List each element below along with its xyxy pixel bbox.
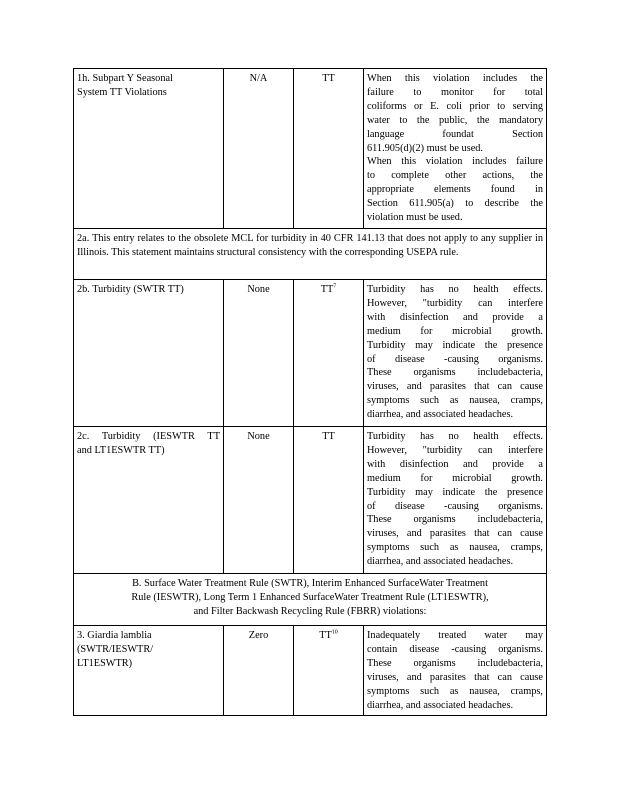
- language-line: water to the public, the mandatory: [367, 114, 543, 126]
- language-line: However, "turbidity can interfere: [367, 297, 543, 309]
- language-line: symptoms such as nausea, cramps,: [367, 395, 543, 407]
- mcl-cell: None: [224, 280, 294, 427]
- contaminant-line: 3. Giardia lamblia: [77, 630, 152, 641]
- mcl-cell: N/A: [224, 69, 294, 229]
- language-line: coliforms or E. coli prior to serving: [367, 100, 543, 112]
- section-line: Rule (IESWTR), Long Term 1 Enhanced SurfaceWater Treatment Rule (LT1ESWTR),: [131, 591, 489, 603]
- table-row-2a: [74, 229, 547, 280]
- mclg-cell: [294, 427, 364, 574]
- table-row-1h: [74, 69, 547, 229]
- footnote-mark: 7: [333, 283, 337, 290]
- language-line: symptoms such as nausea, cramps,: [367, 542, 543, 554]
- table-row-section-b: [74, 574, 547, 626]
- table-row-2b: [74, 280, 547, 427]
- language-line: 611.905(d)(2) must be used.: [367, 142, 484, 154]
- language-line: These organisms includebacteria,: [367, 514, 543, 526]
- footnote-mark: 10: [331, 629, 338, 636]
- contaminant-line: 2c. Turbidity (IESWTR TT: [77, 431, 220, 442]
- language-line: Section 611.905(a) to describe the: [367, 198, 543, 210]
- language-line: Turbidity has no health effects.: [367, 284, 543, 295]
- mclg-value: TT: [322, 73, 335, 84]
- health-language-cell: [364, 69, 547, 229]
- section-line: and Filter Backwash Recycling Rule (FBRR) violations:: [193, 605, 427, 617]
- language-line: appropriate elements found in: [367, 184, 543, 196]
- contaminant-cell: [74, 69, 224, 229]
- language-line: viruses, and parasites that can cause: [367, 671, 543, 683]
- section-line: B. Surface Water Treatment Rule (SWTR), Interim Enhanced SurfaceWater Treatment: [132, 578, 488, 589]
- language-line: diarrhea, and associated headaches.: [367, 556, 514, 568]
- language-line: with disinfection and provide a: [367, 458, 543, 470]
- language-line: When this violation includes failure: [367, 156, 543, 168]
- language-line: violation must be used.: [367, 212, 463, 224]
- note-cell: 2a. This entry relates to the obsolete MCL for turbidity in 40 CFR 141.13 that does not apply to any supplier in Illinois. This statement maintains structural consistency with the corresponding USEPA rule.: [74, 229, 547, 280]
- language-line: to complete other actions, the: [367, 170, 543, 182]
- language-line: medium for microbial growth.: [367, 325, 543, 337]
- health-language-cell: [364, 427, 547, 574]
- contaminant-line: 2b. Turbidity (SWTR TT): [77, 284, 184, 295]
- table-row-2c: [74, 427, 547, 574]
- language-line: language foundat Section: [367, 128, 543, 140]
- health-language-cell: [364, 280, 547, 427]
- contaminant-line: (SWTR/IESWTR/: [77, 643, 154, 655]
- language-line: of disease -causing organisms.: [367, 500, 543, 512]
- language-line: viruses, and parasites that can cause: [367, 528, 543, 540]
- contaminant-cell: [74, 626, 224, 716]
- language-line: symptoms such as nausea, cramps,: [367, 685, 543, 697]
- language-line: of disease -causing organisms.: [367, 353, 543, 365]
- table-row-3: [74, 626, 547, 716]
- contaminant-cell: [74, 427, 224, 574]
- language-line: diarrhea, and associated headaches.: [367, 409, 514, 421]
- language-line: Inadequately treated water may: [367, 630, 543, 641]
- mcl-cell: None: [224, 427, 294, 574]
- contaminant-line: and LT1ESWTR TT): [77, 444, 165, 456]
- language-line: medium for microbial growth.: [367, 472, 543, 484]
- contaminant-line: LT1ESWTR): [77, 657, 133, 669]
- health-language-cell: [364, 626, 547, 716]
- language-line: failure to monitor for total: [367, 86, 543, 98]
- language-line: Turbidity may indicate the presence: [367, 486, 543, 498]
- contaminant-line: 1h. Subpart Y Seasonal: [77, 73, 173, 84]
- language-line: diarrhea, and associated headaches.: [367, 699, 514, 711]
- mclg-cell: [294, 69, 364, 229]
- mclg-value: TT: [319, 630, 332, 641]
- section-heading: [74, 574, 547, 626]
- language-line: Turbidity has no health effects.: [367, 431, 543, 442]
- language-line: However, "turbidity can interfere: [367, 444, 543, 456]
- contaminant-cell: [74, 280, 224, 427]
- language-line: These organisms includebacteria,: [367, 657, 543, 669]
- language-line: When this violation includes the: [367, 73, 543, 84]
- mclg-value: TT: [322, 431, 335, 442]
- language-line: These organisms includebacteria,: [367, 367, 543, 379]
- mclg-cell: [294, 626, 364, 716]
- mclg-cell: [294, 280, 364, 427]
- contaminant-line: System TT Violations: [77, 86, 167, 98]
- language-line: viruses, and parasites that can cause: [367, 381, 543, 393]
- mclg-value: TT: [320, 284, 334, 295]
- language-line: Turbidity may indicate the presence: [367, 339, 543, 351]
- health-effects-table: [73, 68, 547, 716]
- mcl-cell: Zero: [224, 626, 294, 716]
- language-line: with disinfection and provide a: [367, 311, 543, 323]
- language-line: contain disease -causing organisms.: [367, 643, 543, 655]
